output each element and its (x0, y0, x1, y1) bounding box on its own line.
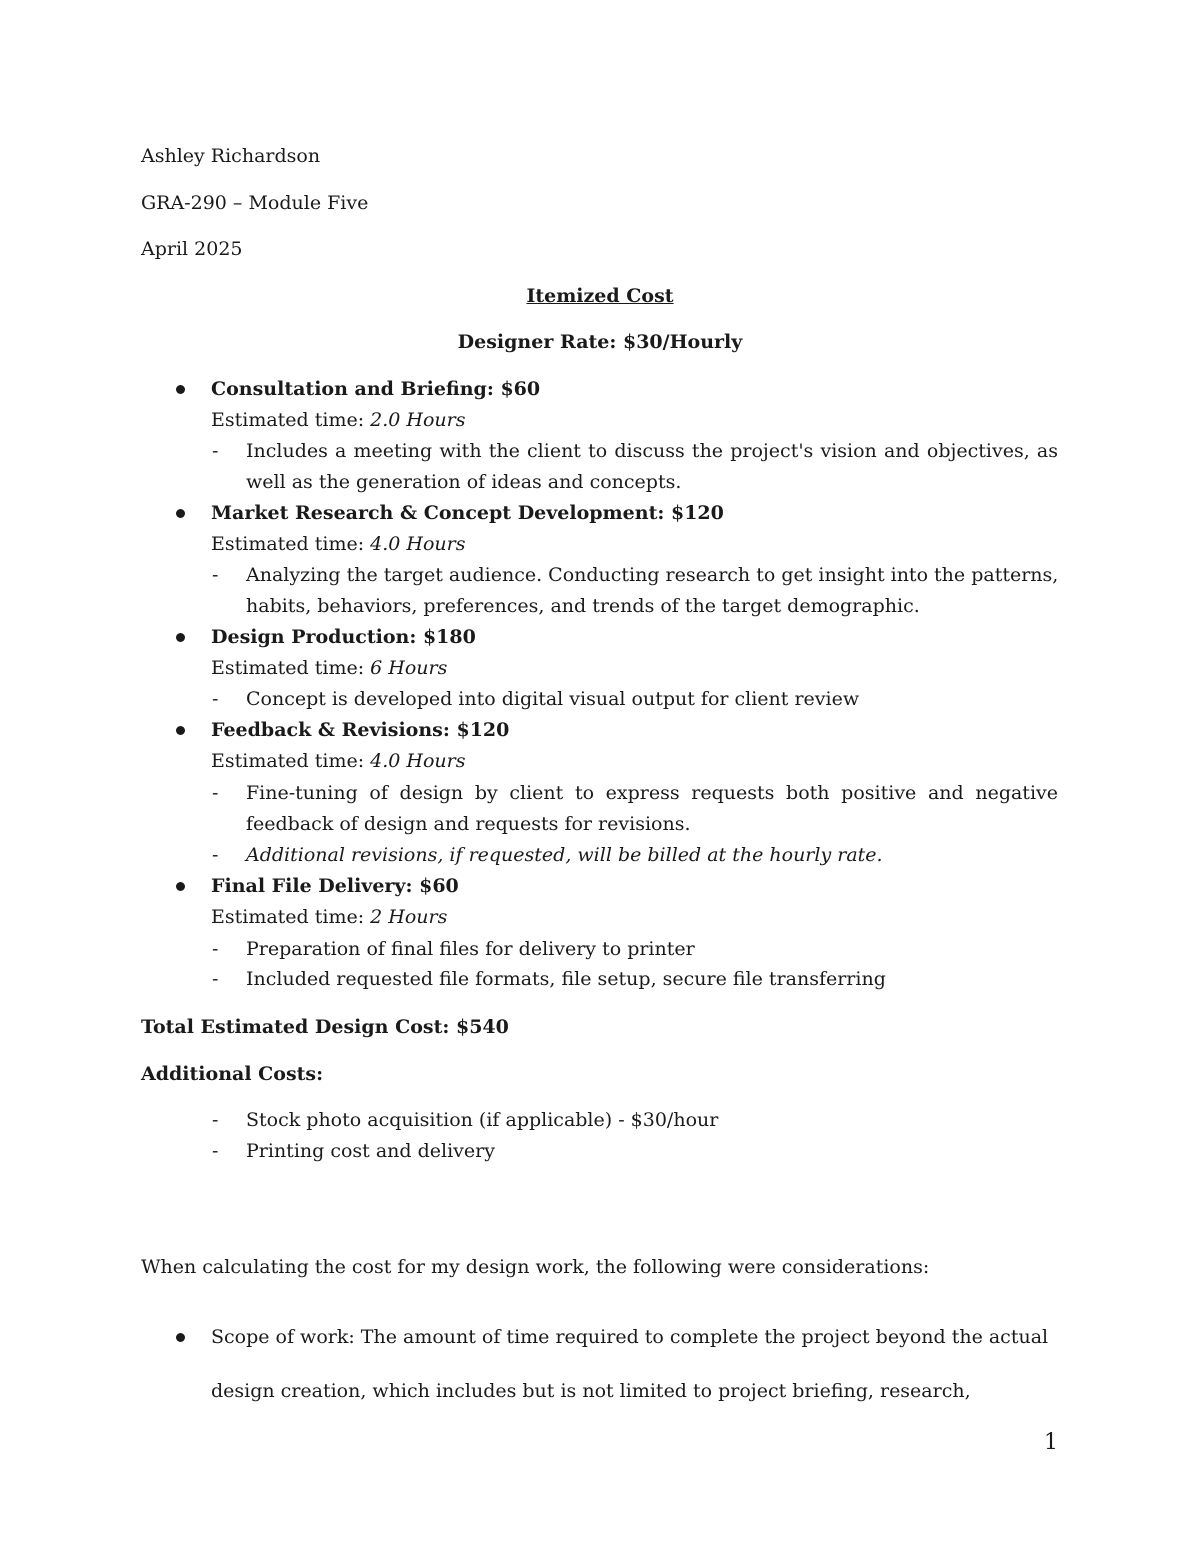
time-label: Estimated time: (211, 409, 371, 431)
item-note-line: habits, behaviors, preferences, and trends of the target demographic. (246, 595, 920, 617)
item-note-line: Includes a meeting with the client to discuss the project's vision and objectives, as (246, 440, 1058, 462)
item-estimated-time (211, 750, 466, 772)
page-number: 1 (1044, 1430, 1058, 1455)
dash-marker: - (212, 968, 219, 990)
item-note-line: feedback of design and requests for revisions. (246, 813, 691, 835)
bullet-icon (176, 1333, 185, 1342)
additional-costs-heading: Additional Costs: (141, 1063, 324, 1085)
item-estimated-time (211, 906, 447, 928)
item-note-line: Preparation of final files for delivery to printer (246, 938, 695, 960)
time-value: 2.0 Hours (370, 409, 466, 431)
item-heading: Market Research & Concept Development: $120 (211, 502, 724, 524)
total-cost: Total Estimated Design Cost: $540 (141, 1016, 509, 1038)
dash-marker: - (212, 1140, 219, 1162)
item-heading: Design Production: $180 (211, 626, 476, 648)
time-value: 4.0 Hours (370, 533, 466, 555)
item-note-line: Analyzing the target audience. Conducting research to get insight into the patterns, (246, 564, 1059, 586)
time-label: Estimated time: (211, 657, 371, 679)
item-estimated-time (211, 657, 447, 679)
item-estimated-time (211, 533, 466, 555)
item-heading: Feedback & Revisions: $120 (211, 719, 510, 741)
item-note-line: Included requested file formats, file setup, secure file transferring (246, 968, 886, 990)
item-estimated-time (211, 409, 466, 431)
author-name: Ashley Richardson (141, 145, 321, 167)
course-title: GRA-290 – Module Five (141, 192, 369, 214)
time-value: 4.0 Hours (370, 750, 466, 772)
additional-cost-line: Stock photo acquisition (if applicable) - $30/hour (246, 1109, 719, 1131)
consideration-line: design creation, which includes but is not limited to project briefing, research, (211, 1380, 971, 1402)
item-note-line: well as the generation of ideas and concepts. (246, 471, 682, 493)
item-heading: Final File Delivery: $60 (211, 875, 459, 897)
item-heading: Consultation and Briefing: $60 (211, 378, 541, 400)
time-value: 2 Hours (370, 906, 448, 928)
bullet-icon (176, 633, 185, 642)
time-label: Estimated time: (211, 906, 371, 928)
dash-marker: - (212, 688, 219, 710)
dash-marker: - (212, 440, 219, 462)
dash-marker: - (212, 844, 219, 866)
dash-marker: - (212, 782, 219, 804)
bullet-icon (176, 726, 185, 735)
dash-marker: - (212, 938, 219, 960)
additional-cost-line: Printing cost and delivery (246, 1140, 495, 1162)
item-note-line: Additional revisions, if requested, will be billed at the hourly rate. (246, 844, 883, 866)
bullet-icon (176, 882, 185, 891)
item-note-line: Concept is developed into digital visual output for client review (246, 688, 860, 710)
time-label: Estimated time: (211, 750, 371, 772)
designer-rate: Designer Rate: $30/Hourly (457, 331, 743, 353)
document-date: April 2025 (141, 238, 243, 260)
dash-marker: - (212, 564, 219, 586)
considerations-intro: When calculating the cost for my design work, the following were considerations: (141, 1256, 930, 1278)
bullet-icon (176, 509, 185, 518)
time-value: 6 Hours (370, 657, 448, 679)
bullet-icon (176, 385, 185, 394)
item-note-line: Fine-tuning of design by client to express requests both positive and negative (246, 782, 1058, 804)
consideration-line: Scope of work: The amount of time required to complete the project beyond the actual (211, 1326, 1049, 1348)
dash-marker: - (212, 1109, 219, 1131)
document-title: Itemized Cost (526, 285, 674, 307)
time-label: Estimated time: (211, 533, 371, 555)
